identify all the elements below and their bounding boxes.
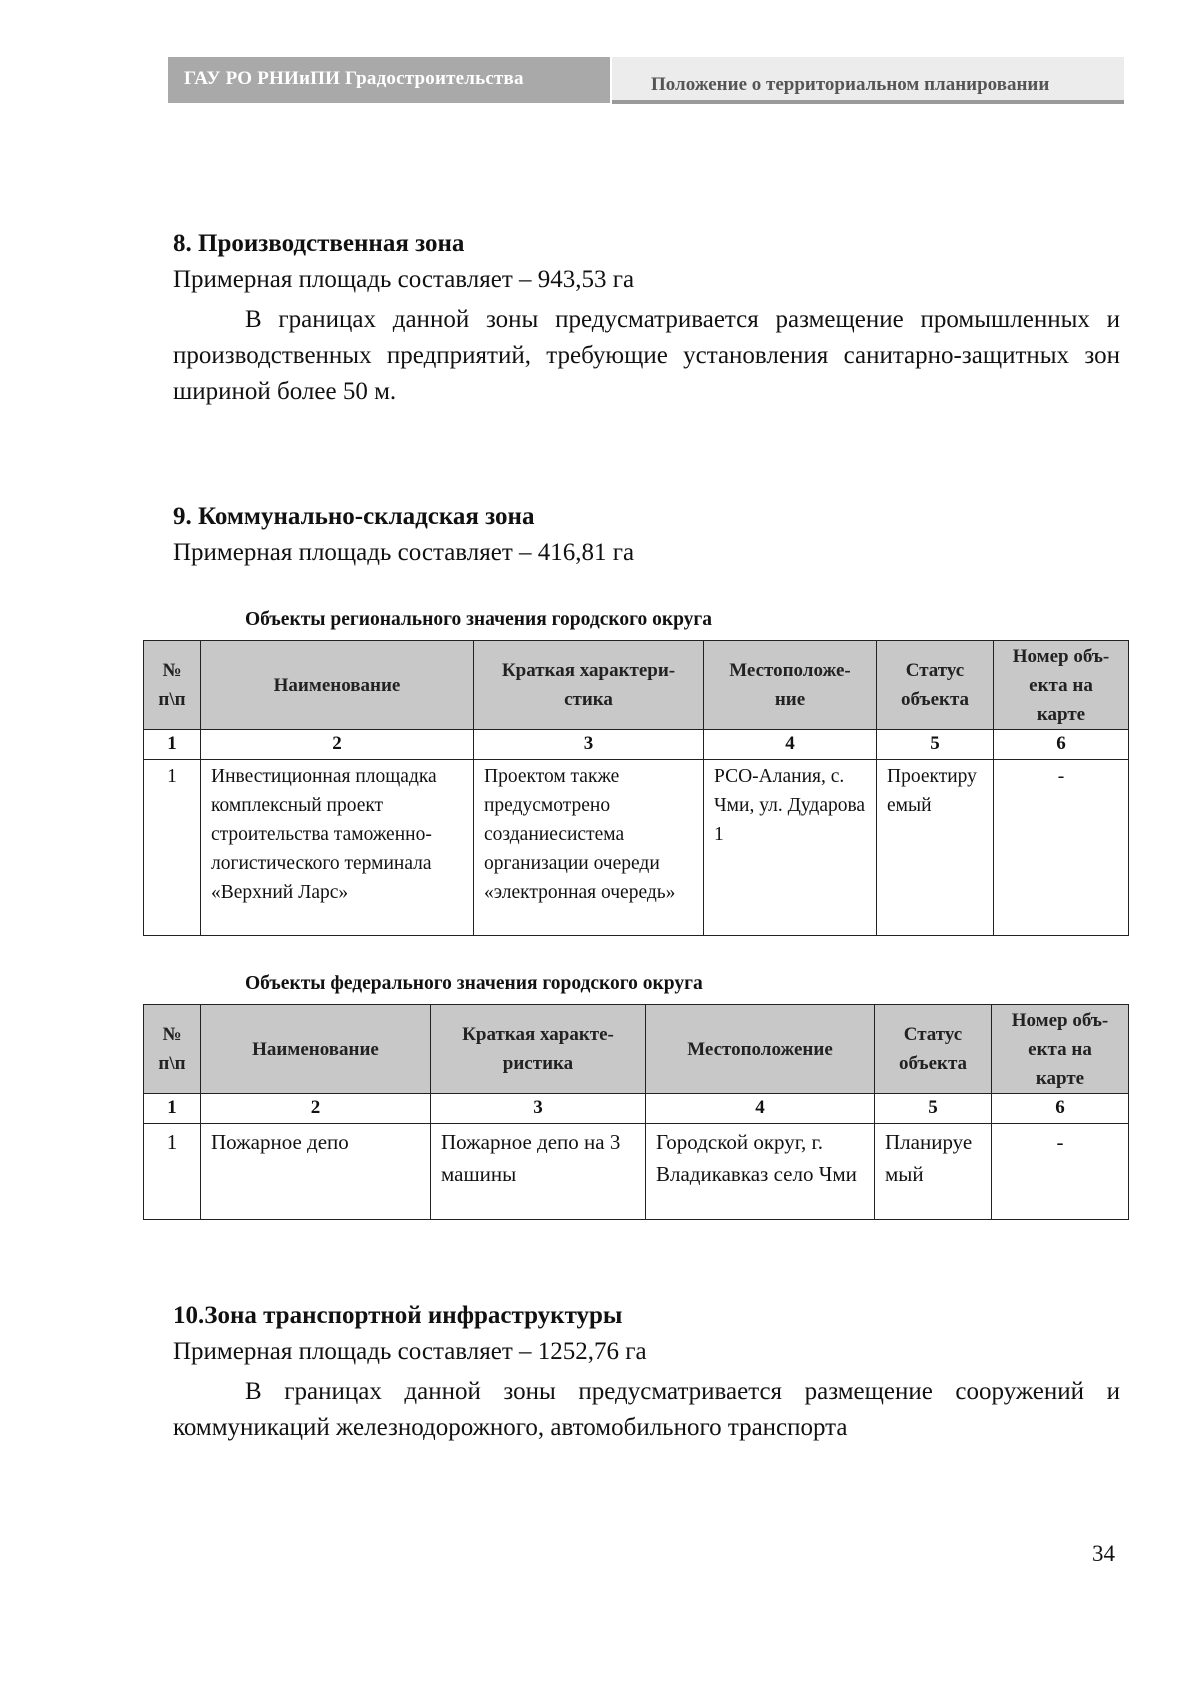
section-10-title: 10.Зона транспортной инфраструктуры	[173, 1302, 623, 1329]
header-cell: Краткая характе- ристика	[431, 1005, 646, 1094]
header-cell: Статус объекта	[875, 1005, 992, 1094]
row-name: Инвестиционная площадка комплексный проект строительства таможенно-логистического терминала «Верхний Ларс»	[201, 760, 474, 936]
table-1-caption: Объекты регионального значения городского округа	[245, 609, 713, 630]
row-name: Пожарное депо	[201, 1124, 431, 1220]
column-number: 5	[875, 1094, 992, 1124]
header-cell: Краткая характери- стика	[474, 641, 704, 730]
section-8-title: 8. Производственная зона	[173, 230, 465, 257]
header-divider	[612, 100, 1124, 104]
row-location: Городской округ, г. Владикавказ село Чми	[646, 1124, 875, 1220]
section-10-area: Примерная площадь составляет – 1252,76 га	[173, 1338, 647, 1365]
row-description: Пожарное депо на 3 машины	[431, 1124, 646, 1220]
table-row	[144, 760, 1129, 936]
section-9-title: 9. Коммунально-складская зона	[173, 503, 535, 530]
header-cell: Номер объ- екта на карте	[994, 641, 1129, 730]
column-number: 6	[992, 1094, 1129, 1124]
header-cell: Местоположе- ние	[704, 641, 877, 730]
header-org	[168, 57, 610, 103]
column-number: 1	[144, 1094, 201, 1124]
section-8-area: Примерная площадь составляет – 943,53 га	[173, 266, 635, 293]
column-number: 4	[646, 1094, 875, 1124]
column-number: 1	[144, 730, 201, 760]
header-doc-label: Положение о территориальном планировании	[651, 74, 1050, 95]
row-status: Проектируемый	[877, 760, 994, 936]
column-number: 2	[201, 1094, 431, 1124]
page-number: 34	[1092, 1541, 1115, 1566]
column-number: 3	[474, 730, 704, 760]
section-9-area: Примерная площадь составляет – 416,81 га	[173, 539, 635, 566]
table-2-caption: Объекты федерального значения городского округа	[245, 973, 703, 994]
header-cell: Статус объекта	[877, 641, 994, 730]
column-number: 6	[994, 730, 1129, 760]
regional-objects-table	[143, 640, 1129, 936]
federal-objects-table	[143, 1004, 1129, 1220]
section-8-paragraph: В границах данной зоны предусматривается размещение промышленных и производственных предприятий, требующие установления санитарно-защитных зон шириной более 50 м.	[173, 306, 1120, 405]
header-org-label: ГАУ РО РНИиПИ Градостроительства	[184, 68, 524, 89]
header-cell: Наименование	[201, 1005, 431, 1094]
column-number: 4	[704, 730, 877, 760]
header-cell: № п\п	[144, 1005, 201, 1094]
section-10-paragraph: В границах данной зоны предусматривается размещение сооружений и коммуникаций железнодорожного, автомобильного транспорта	[173, 1378, 1120, 1441]
column-number: 3	[431, 1094, 646, 1124]
row-index: 1	[144, 760, 201, 936]
table-row	[144, 1124, 1129, 1220]
header-cell: Наименование	[201, 641, 474, 730]
header-doc	[612, 57, 1124, 100]
row-index: 1	[144, 1124, 201, 1220]
header-cell: Номер объ- екта на карте	[992, 1005, 1129, 1094]
header-cell: Местоположение	[646, 1005, 875, 1094]
column-number: 2	[201, 730, 474, 760]
row-map-number: -	[994, 760, 1129, 936]
row-description: Проектом также предусмотрено созданиесистема организации очереди «электронная очередь»	[474, 760, 704, 936]
row-map-number: -	[992, 1124, 1129, 1220]
column-number: 5	[877, 730, 994, 760]
row-status: Планируемый	[875, 1124, 992, 1220]
header-cell: № п\п	[144, 641, 201, 730]
row-location: РСО-Алания, с. Чми, ул. Дударова 1	[704, 760, 877, 936]
